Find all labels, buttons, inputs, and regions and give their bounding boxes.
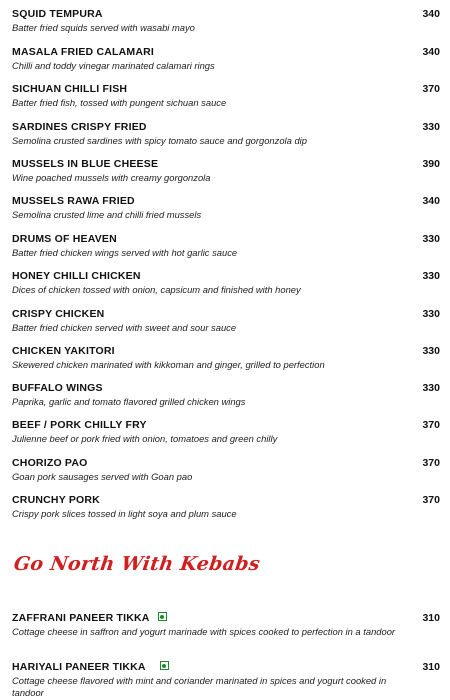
item-price: 330 [422, 233, 440, 245]
item-description: Cottage cheese in saffron and yogurt marinade with spices cooked to perfection in a tandoor [12, 626, 396, 637]
item-price: 310 [422, 612, 440, 624]
item-description: Paprika, garlic and tomato flavored grilled chicken wings [12, 396, 246, 407]
menu-item [12, 308, 442, 334]
item-price: 330 [422, 308, 440, 320]
item-name: MUSSELS IN BLUE CHEESE [12, 158, 159, 170]
item-description: Chilli and toddy vinegar marinated calamari rings [12, 60, 215, 71]
item-name: SQUID TEMPURA [12, 8, 103, 20]
item-price: 330 [422, 121, 440, 133]
item-name: CRUNCHY PORK [12, 494, 100, 506]
item-price: 370 [422, 83, 440, 95]
menu-item [12, 121, 442, 147]
item-name: CHICKEN YAKITORI [12, 345, 115, 357]
item-price: 390 [422, 158, 440, 170]
menu-item [12, 233, 442, 259]
item-description: Semolina crusted lime and chilli fried mussels [12, 209, 202, 220]
item-name: MUSSELS RAWA FRIED [12, 195, 135, 207]
item-description: Cottage cheese flavored with mint and coriander marinated in spices and yogurt cooked in tandoor [12, 675, 387, 698]
item-description: Batter fried chicken wings served with hot garlic sauce [12, 247, 238, 258]
item-description: Wine poached mussels with creamy gorgonzola [12, 172, 211, 183]
item-name: CRISPY CHICKEN [12, 308, 105, 320]
item-price: 310 [422, 661, 440, 673]
menu-item [12, 345, 442, 371]
section-title: Go North With Kebabs [12, 553, 262, 575]
item-description: Crispy pork slices tossed in light soya and plum sauce [12, 508, 237, 519]
item-price: 370 [422, 494, 440, 506]
item-price: 340 [422, 46, 440, 58]
item-name: MASALA FRIED CALAMARI [12, 46, 155, 58]
item-description: Dices of chicken tossed with onion, capsicum and finished with honey [12, 284, 301, 295]
item-description: Batter fried chicken served with sweet and sour sauce [12, 322, 237, 333]
menu-item [12, 158, 442, 184]
veg-indicator-icon [160, 661, 169, 670]
item-description: Batter fried fish, tossed with pungent sichuan sauce [12, 97, 227, 108]
veg-indicator-icon [158, 612, 167, 621]
item-price: 370 [422, 457, 440, 469]
menu-item [12, 8, 442, 34]
menu-item [12, 494, 442, 520]
item-name-text: HARIYALI PANEER TIKKA [12, 661, 146, 673]
item-name: BEEF / PORK CHILLY FRY [12, 419, 147, 431]
item-description: Semolina crusted sardines with spicy tomato sauce and gorgonzola dip [12, 135, 307, 146]
menu-item [12, 46, 442, 72]
item-name-text: ZAFFRANI PANEER TIKKA [12, 612, 150, 624]
menu-item [12, 270, 442, 296]
item-price: 370 [422, 419, 440, 431]
item-name [12, 661, 442, 674]
item-description: Skewered chicken marinated with kikkoman and ginger, grilled to perfection [12, 359, 325, 370]
item-price: 340 [422, 8, 440, 20]
item-name: DRUMS OF HEAVEN [12, 233, 117, 245]
menu-item [12, 382, 442, 408]
menu-item [12, 195, 442, 221]
item-name: SARDINES CRISPY FRIED [12, 121, 147, 133]
item-name: SICHUAN CHILLI FISH [12, 83, 128, 95]
menu-item [12, 457, 442, 483]
item-description: Batter fried squids served with wasabi mayo [12, 22, 195, 33]
item-price: 330 [422, 270, 440, 282]
menu-item [12, 612, 442, 638]
item-price: 340 [422, 195, 440, 207]
item-name: CHORIZO PAO [12, 457, 88, 469]
item-name [12, 612, 442, 625]
menu-item [12, 83, 442, 109]
item-name: BUFFALO WINGS [12, 382, 103, 394]
item-name: HONEY CHILLI CHICKEN [12, 270, 141, 282]
item-description: Goan pork sausages served with Goan pao [12, 471, 193, 482]
item-price: 330 [422, 382, 440, 394]
item-description: Julienne beef or pork fried with onion, tomatoes and green chilly [12, 433, 278, 444]
menu-item [12, 419, 442, 445]
menu-item [12, 661, 442, 699]
item-price: 330 [422, 345, 440, 357]
